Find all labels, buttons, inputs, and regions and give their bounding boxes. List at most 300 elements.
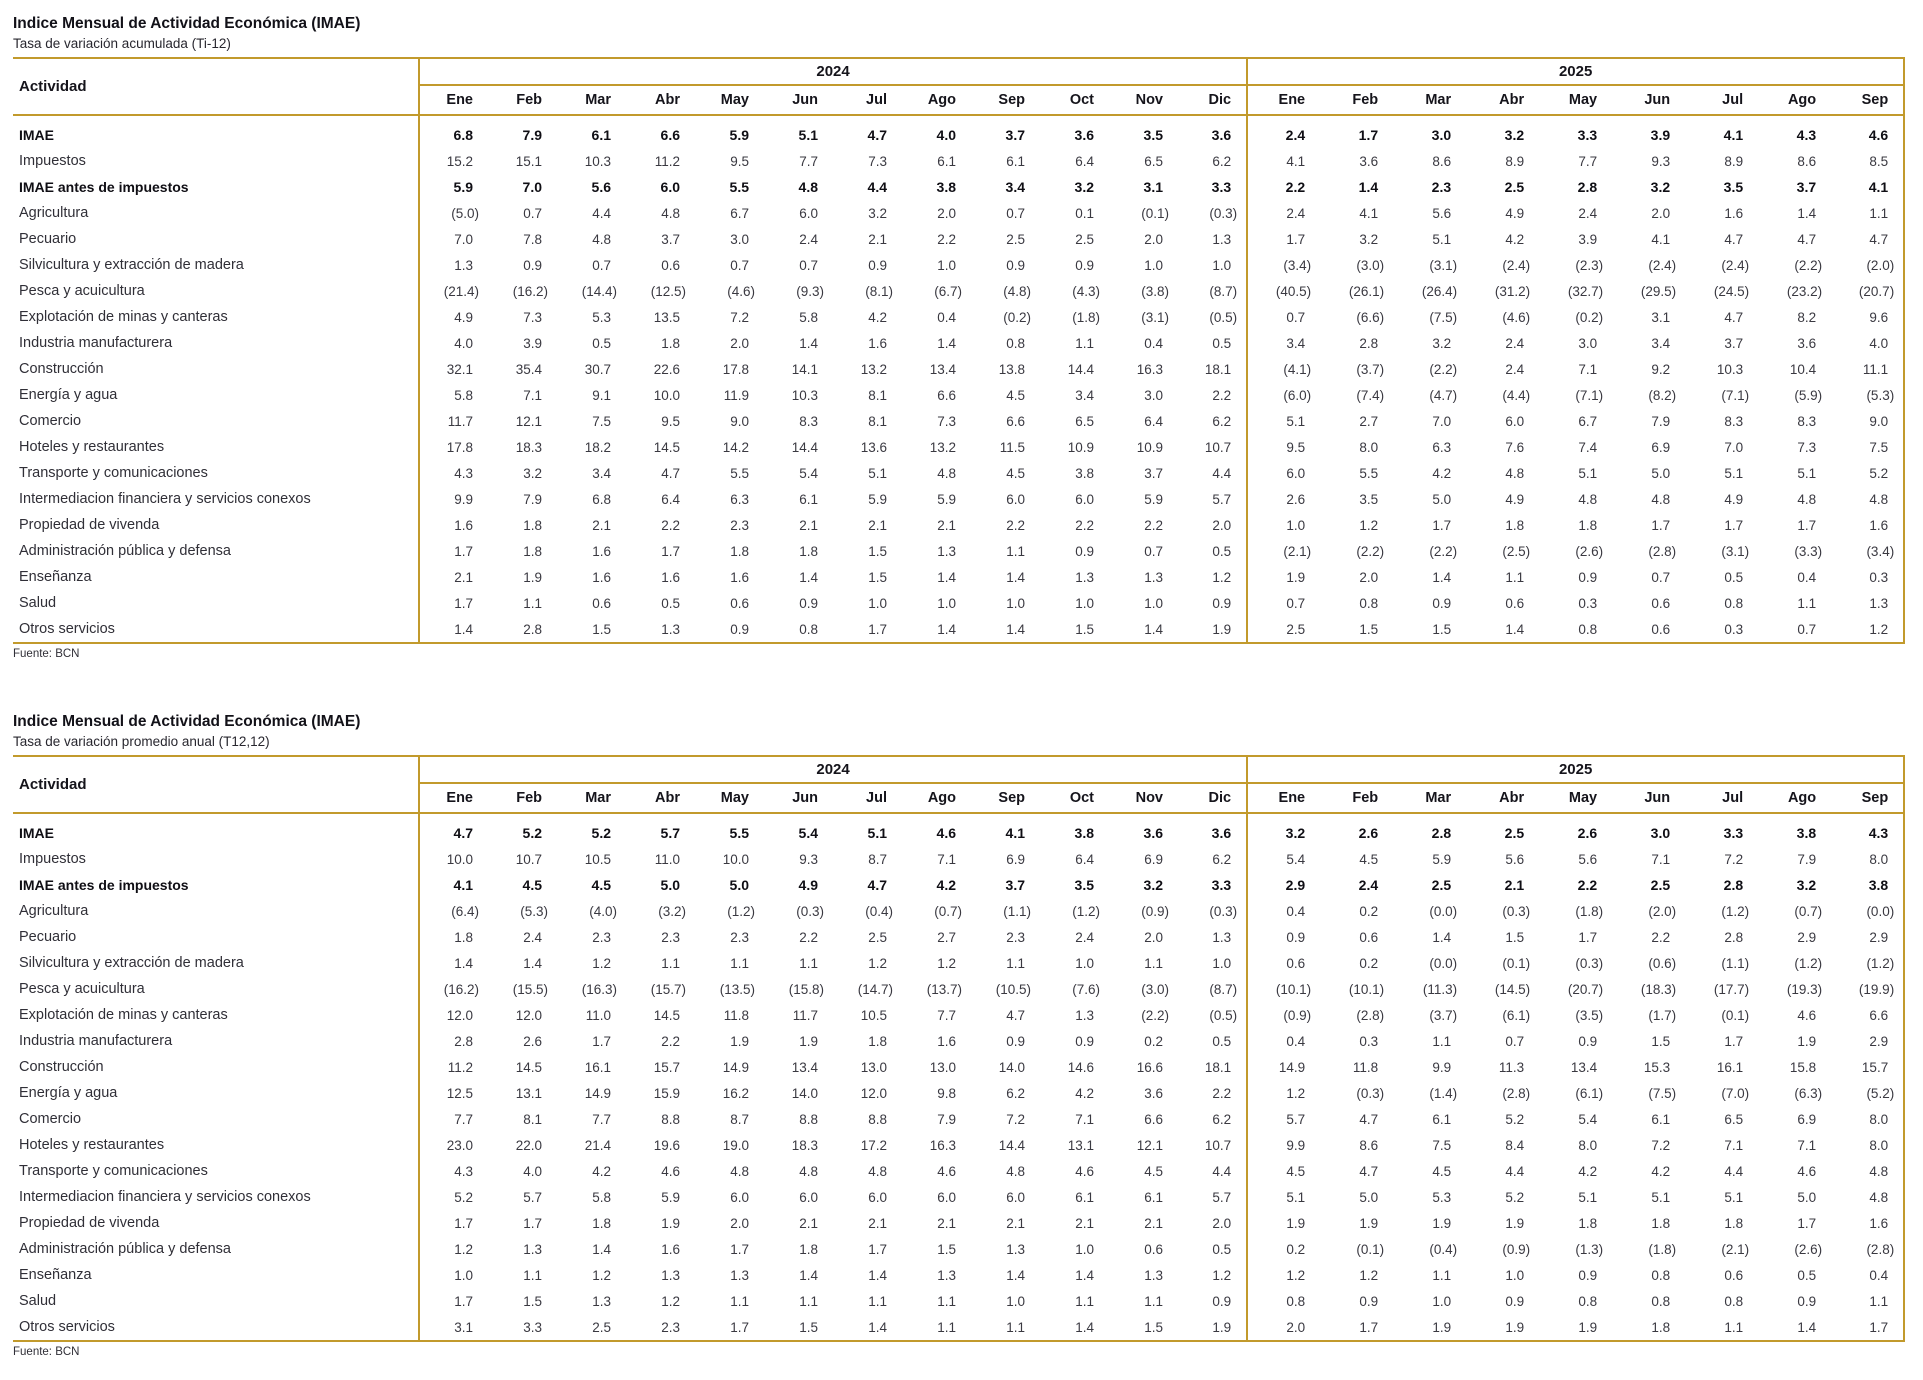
value-cell: (8.2) xyxy=(1648,387,1677,403)
activity-column-header: Actividad xyxy=(13,58,419,115)
row-label: Energía y agua xyxy=(13,1080,419,1106)
value-cell: 4.4 xyxy=(1212,465,1232,481)
value-cell: 4.5 xyxy=(1432,1163,1452,1179)
value-cell: 2.5 xyxy=(1075,231,1094,247)
value-cell: 11.7 xyxy=(447,413,473,429)
value-cell: 4.8 xyxy=(730,1163,749,1179)
value-cell: 7.2 xyxy=(730,309,749,325)
value-cell: (0.2) xyxy=(1003,309,1031,325)
table-row xyxy=(13,813,1904,846)
value-cell: 3.2 xyxy=(1796,877,1817,893)
year-header: 2024 xyxy=(419,58,1247,85)
row-label: Industria manufacturera xyxy=(13,330,419,356)
value-cell: 4.6 xyxy=(1075,1163,1094,1179)
value-cell: 3.9 xyxy=(523,335,542,351)
value-cell: 0.8 xyxy=(1578,621,1598,637)
value-cell: 6.1 xyxy=(591,127,611,143)
value-cell: 7.5 xyxy=(1869,439,1889,455)
value-cell: 1.6 xyxy=(661,569,680,585)
value-cell: 3.3 xyxy=(1211,179,1232,195)
month-header: Jul xyxy=(833,85,902,115)
row-label: Propiedad de vivenda xyxy=(13,1210,419,1236)
value-cell: 1.1 xyxy=(868,1293,887,1309)
value-cell: 6.1 xyxy=(1006,153,1025,169)
value-cell: 18.3 xyxy=(515,439,542,455)
value-cell: 17.8 xyxy=(722,361,749,377)
value-cell: 7.0 xyxy=(1432,413,1452,429)
value-cell: (12.5) xyxy=(650,283,686,299)
value-cell: 1.7 xyxy=(730,1241,749,1257)
value-cell: 12.0 xyxy=(446,1007,473,1023)
value-cell: 7.5 xyxy=(592,413,611,429)
value-cell: 1.9 xyxy=(1432,1319,1452,1335)
value-cell: 1.1 xyxy=(661,955,680,971)
row-label: Silvicultura y extracción de madera xyxy=(13,950,419,976)
value-cell: 7.4 xyxy=(1578,439,1598,455)
table-row xyxy=(13,512,1904,538)
value-cell: 4.7 xyxy=(1359,1163,1379,1179)
value-cell: 5.3 xyxy=(592,309,611,325)
value-cell: (0.6) xyxy=(1648,955,1677,971)
value-cell: 1.3 xyxy=(1075,569,1094,585)
value-cell: 0.8 xyxy=(1651,1293,1671,1309)
value-cell: 4.8 xyxy=(1869,1189,1889,1205)
value-cell: 1.5 xyxy=(868,569,887,585)
value-cell: (26.1) xyxy=(1348,283,1385,299)
value-cell: 7.1 xyxy=(1724,1137,1744,1153)
value-cell: 4.6 xyxy=(661,1163,680,1179)
value-cell: 1.7 xyxy=(868,621,887,637)
value-cell: 5.9 xyxy=(937,491,956,507)
value-cell: 3.7 xyxy=(1796,179,1817,195)
value-cell: 1.6 xyxy=(454,517,473,533)
value-cell: 2.4 xyxy=(1247,200,1320,226)
value-cell: (6.6) xyxy=(1356,309,1385,325)
value-cell: 4.0 xyxy=(454,335,473,351)
month-header: May xyxy=(1539,783,1612,813)
value-cell: 2.0 xyxy=(1144,231,1163,247)
value-cell: 1.9 xyxy=(799,1033,818,1049)
value-cell: 6.1 xyxy=(1144,1189,1163,1205)
value-cell: 1.0 xyxy=(1144,257,1163,273)
value-cell: 7.8 xyxy=(523,231,542,247)
value-cell: 4.7 xyxy=(867,877,887,893)
value-cell: 5.6 xyxy=(1432,205,1452,221)
value-cell: 2.3 xyxy=(661,1319,680,1335)
value-cell: 4.9 xyxy=(1505,205,1525,221)
value-cell: 7.9 xyxy=(523,491,542,507)
value-cell: 3.6 xyxy=(1144,1085,1163,1101)
value-cell: (1.8) xyxy=(1072,309,1100,325)
value-cell: 1.4 xyxy=(868,1267,887,1283)
table-title: Indice Mensual de Actividad Económica (IMAE) xyxy=(13,713,361,730)
value-cell: 1.3 xyxy=(730,1267,749,1283)
value-cell: 5.5 xyxy=(729,179,749,195)
value-cell: 2.0 xyxy=(1212,1215,1232,1231)
value-cell: 0.8 xyxy=(1578,1293,1598,1309)
value-cell: (9.3) xyxy=(796,283,824,299)
value-cell: 4.9 xyxy=(1724,491,1744,507)
value-cell: 3.6 xyxy=(1211,825,1232,841)
value-cell: 5.5 xyxy=(730,465,749,481)
value-cell: (0.1) xyxy=(1356,1241,1385,1257)
value-cell: 1.1 xyxy=(799,1293,818,1309)
table-subtitle: Tasa de variación acumulada (Ti-12) xyxy=(13,36,231,51)
value-cell: 7.2 xyxy=(1651,1137,1671,1153)
value-cell: 1.1 xyxy=(1505,569,1525,585)
value-cell: 2.1 xyxy=(868,1215,887,1231)
value-cell: 2.5 xyxy=(1504,179,1525,195)
value-cell: 9.5 xyxy=(1247,434,1320,460)
value-cell: 1.9 xyxy=(1505,1319,1525,1335)
value-cell: 1.7 xyxy=(1578,929,1598,945)
row-label: Agricultura xyxy=(13,898,419,924)
value-cell: (18.3) xyxy=(1640,981,1677,997)
value-cell: 4.1 xyxy=(1651,231,1671,247)
value-cell: 12.1 xyxy=(1136,1137,1163,1153)
value-cell: 4.8 xyxy=(1797,491,1817,507)
value-cell: 5.5 xyxy=(729,825,749,841)
value-cell: 4.2 xyxy=(1432,465,1452,481)
value-cell: 7.0 xyxy=(454,231,473,247)
value-cell: 1.9 xyxy=(661,1215,680,1231)
value-cell: 6.6 xyxy=(937,387,956,403)
table-row xyxy=(13,1210,1904,1236)
value-cell: 1.6 xyxy=(937,1033,956,1049)
value-cell: 0.5 xyxy=(1724,569,1744,585)
value-cell: 7.3 xyxy=(523,309,542,325)
value-cell: 8.0 xyxy=(1359,439,1379,455)
value-cell: 0.9 xyxy=(868,257,887,273)
value-cell: 10.9 xyxy=(1067,439,1094,455)
month-header: Jul xyxy=(1685,783,1758,813)
value-cell: (1.7) xyxy=(1648,1007,1677,1023)
value-cell: 0.7 xyxy=(1247,590,1320,616)
month-header: Feb xyxy=(488,85,557,115)
value-cell: 1.1 xyxy=(730,1293,749,1309)
value-cell: 4.3 xyxy=(1868,825,1889,841)
value-cell: 1.8 xyxy=(1578,517,1598,533)
value-cell: 12.1 xyxy=(515,413,542,429)
value-cell: 4.2 xyxy=(936,877,956,893)
value-cell: 6.2 xyxy=(1212,153,1232,169)
value-cell: 17.8 xyxy=(446,439,473,455)
value-cell: 1.7 xyxy=(454,1293,473,1309)
value-cell: 13.1 xyxy=(1067,1137,1094,1153)
value-cell: 3.9 xyxy=(1650,127,1671,143)
value-cell: 3.0 xyxy=(1578,335,1598,351)
value-cell: 4.7 xyxy=(453,825,473,841)
value-cell: 8.0 xyxy=(1578,1137,1598,1153)
value-cell: 1.7 xyxy=(454,1215,473,1231)
value-cell: 1.0 xyxy=(1006,595,1025,611)
value-cell: 2.2 xyxy=(661,1033,680,1049)
value-cell: 8.0 xyxy=(1869,851,1889,867)
row-label: Pecuario xyxy=(13,924,419,950)
value-cell: 13.4 xyxy=(929,361,956,377)
value-cell: 15.8 xyxy=(1789,1059,1817,1075)
value-cell: 1.0 xyxy=(1247,512,1320,538)
value-cell: 6.4 xyxy=(661,491,680,507)
value-cell: 1.7 xyxy=(1869,1319,1889,1335)
value-cell: (1.2) xyxy=(1794,955,1823,971)
value-cell: 13.1 xyxy=(515,1085,542,1101)
value-cell: 16.2 xyxy=(722,1085,749,1101)
value-cell: 1.7 xyxy=(1651,517,1671,533)
value-cell: (1.1) xyxy=(1003,903,1031,919)
row-label: Explotación de minas y canteras xyxy=(13,1002,419,1028)
table-row xyxy=(13,1236,1904,1262)
value-cell: (5.0) xyxy=(451,205,479,221)
value-cell: 22.0 xyxy=(515,1137,542,1153)
value-cell: 1.0 xyxy=(1212,257,1232,273)
value-cell: 2.5 xyxy=(1650,877,1671,893)
value-cell: 6.9 xyxy=(1797,1111,1817,1127)
value-cell: 4.8 xyxy=(592,231,611,247)
table-row xyxy=(13,1262,1904,1288)
value-cell: 1.7 xyxy=(661,543,680,559)
value-cell: 0.9 xyxy=(1797,1293,1817,1309)
value-cell: 2.1 xyxy=(592,517,611,533)
value-cell: 4.5 xyxy=(1006,465,1025,481)
value-cell: 4.1 xyxy=(1868,179,1889,195)
value-cell: 0.3 xyxy=(1359,1033,1379,1049)
value-cell: 0.8 xyxy=(1006,335,1025,351)
value-cell: 9.3 xyxy=(799,851,818,867)
value-cell: 6.0 xyxy=(868,1189,887,1205)
value-cell: 3.8 xyxy=(936,179,956,195)
table-row xyxy=(13,898,1904,924)
value-cell: 1.3 xyxy=(1075,1007,1094,1023)
value-cell: 4.7 xyxy=(661,465,680,481)
value-cell: 8.4 xyxy=(1505,1137,1525,1153)
value-cell: 6.6 xyxy=(1006,413,1025,429)
value-cell: 0.1 xyxy=(1075,205,1094,221)
row-label: Transporte y comunicaciones xyxy=(13,460,419,486)
value-cell: 1.0 xyxy=(937,595,956,611)
value-cell: 6.7 xyxy=(730,205,749,221)
imae-t1212-table xyxy=(13,755,1905,1342)
value-cell: 5.3 xyxy=(1432,1189,1452,1205)
month-header: Nov xyxy=(1109,85,1178,115)
table-row xyxy=(13,590,1904,616)
value-cell: 32.1 xyxy=(446,361,473,377)
value-cell: 1.4 xyxy=(1006,621,1025,637)
value-cell: 6.0 xyxy=(1505,413,1525,429)
value-cell: 4.6 xyxy=(1797,1163,1817,1179)
month-header: Mar xyxy=(1393,783,1466,813)
value-cell: (2.4) xyxy=(1502,257,1531,273)
value-cell: 0.7 xyxy=(730,257,749,273)
row-label: IMAE xyxy=(13,813,419,846)
value-cell: 11.8 xyxy=(723,1007,749,1023)
value-cell: (6.7) xyxy=(934,283,962,299)
value-cell: 3.0 xyxy=(730,231,749,247)
value-cell: 5.1 xyxy=(1651,1189,1671,1205)
value-cell: 1.3 xyxy=(1212,929,1232,945)
month-header: May xyxy=(1539,85,1612,115)
value-cell: 2.5 xyxy=(1247,616,1320,643)
value-cell: 4.7 xyxy=(1797,231,1817,247)
value-cell: 0.4 xyxy=(1247,898,1320,924)
value-cell: 1.4 xyxy=(1006,1267,1025,1283)
row-label: Enseñanza xyxy=(13,1262,419,1288)
value-cell: 0.3 xyxy=(1578,595,1598,611)
value-cell: (3.0) xyxy=(1141,981,1169,997)
activity-column-header: Actividad xyxy=(13,756,419,813)
value-cell: 8.6 xyxy=(1359,1137,1379,1153)
value-cell: 5.2 xyxy=(1869,465,1889,481)
value-cell: 2.1 xyxy=(868,231,887,247)
month-header: Dic xyxy=(1178,783,1247,813)
value-cell: (0.7) xyxy=(934,903,962,919)
value-cell: (7.6) xyxy=(1072,981,1100,997)
value-cell: 3.4 xyxy=(1247,330,1320,356)
value-cell: 15.2 xyxy=(446,153,473,169)
value-cell: 5.1 xyxy=(1247,1184,1320,1210)
value-cell: 7.5 xyxy=(1432,1137,1452,1153)
value-cell: 2.1 xyxy=(1504,877,1525,893)
table-row xyxy=(13,1002,1904,1028)
table-row xyxy=(13,174,1904,200)
value-cell: 0.9 xyxy=(1006,257,1025,273)
value-cell: 4.2 xyxy=(868,309,887,325)
value-cell: 4.0 xyxy=(1869,335,1889,351)
value-cell: 0.9 xyxy=(1505,1293,1525,1309)
value-cell: 14.4 xyxy=(791,439,818,455)
value-cell: 3.0 xyxy=(1431,127,1452,143)
value-cell: 1.5 xyxy=(592,621,611,637)
value-cell: (4.7) xyxy=(1429,387,1458,403)
value-cell: 8.9 xyxy=(1505,153,1525,169)
value-cell: 14.9 xyxy=(722,1059,749,1075)
value-cell: 5.8 xyxy=(799,309,818,325)
value-cell: 4.0 xyxy=(936,127,956,143)
value-cell: 0.5 xyxy=(1797,1267,1817,1283)
value-cell: 7.3 xyxy=(937,413,956,429)
value-cell: 1.5 xyxy=(1505,929,1525,945)
value-cell: 0.9 xyxy=(1075,543,1094,559)
value-cell: 1.3 xyxy=(1006,1241,1025,1257)
value-cell: 7.2 xyxy=(1006,1111,1025,1127)
value-cell: 2.2 xyxy=(1144,517,1163,533)
value-cell: 1.4 xyxy=(1505,621,1525,637)
value-cell: 14.9 xyxy=(1247,1054,1320,1080)
value-cell: 1.2 xyxy=(1247,1262,1320,1288)
month-header: Ene xyxy=(419,783,488,813)
value-cell: 5.0 xyxy=(660,877,680,893)
value-cell: 6.1 xyxy=(1075,1189,1094,1205)
value-cell: 0.6 xyxy=(1144,1241,1163,1257)
value-cell: 5.1 xyxy=(1432,231,1452,247)
value-cell: 14.0 xyxy=(791,1085,818,1101)
row-label: Administración pública y defensa xyxy=(13,1236,419,1262)
value-cell: 2.5 xyxy=(1006,231,1025,247)
value-cell: 1.1 xyxy=(1869,205,1889,221)
value-cell: 3.7 xyxy=(1005,127,1025,143)
month-header: Ene xyxy=(1247,783,1320,813)
value-cell: 7.1 xyxy=(1651,851,1671,867)
value-cell: 3.4 xyxy=(1005,179,1025,195)
value-cell: 1.2 xyxy=(1212,1267,1232,1283)
value-cell: (5.3) xyxy=(520,903,548,919)
month-header: Feb xyxy=(1320,85,1393,115)
value-cell: 18.1 xyxy=(1204,1059,1232,1075)
value-cell: 15.1 xyxy=(515,153,542,169)
value-cell: 1.0 xyxy=(1006,1293,1025,1309)
value-cell: (1.2) xyxy=(1721,903,1750,919)
value-cell: 4.7 xyxy=(1006,1007,1025,1023)
value-cell: (15.7) xyxy=(650,981,686,997)
value-cell: 1.4 xyxy=(1432,569,1452,585)
value-cell: 2.4 xyxy=(1505,361,1525,377)
value-cell: (0.3) xyxy=(1575,955,1604,971)
value-cell: (8.7) xyxy=(1209,283,1238,299)
value-cell: 4.4 xyxy=(1212,1163,1232,1179)
value-cell: 9.1 xyxy=(592,387,611,403)
value-cell: 11.8 xyxy=(1352,1059,1379,1075)
table-row xyxy=(13,460,1904,486)
value-cell: 1.0 xyxy=(1075,955,1094,971)
value-cell: (1.1) xyxy=(1721,955,1750,971)
month-header: Sep xyxy=(1831,783,1904,813)
value-cell: 11.0 xyxy=(585,1007,611,1023)
value-cell: 9.0 xyxy=(1869,413,1889,429)
value-cell: 0.8 xyxy=(1724,1293,1744,1309)
value-cell: (4.6) xyxy=(1502,309,1531,325)
value-cell: 10.3 xyxy=(584,153,611,169)
value-cell: 8.1 xyxy=(523,1111,542,1127)
value-cell: 5.2 xyxy=(522,825,542,841)
value-cell: 12.5 xyxy=(446,1085,473,1101)
value-cell: (10.1) xyxy=(1247,976,1320,1002)
value-cell: 1.1 xyxy=(1797,595,1817,611)
value-cell: 2.8 xyxy=(1431,825,1452,841)
value-cell: (2.2) xyxy=(1429,361,1458,377)
value-cell: 0.9 xyxy=(1075,1033,1094,1049)
value-cell: 1.3 xyxy=(937,1267,956,1283)
value-cell: 9.9 xyxy=(454,491,473,507)
value-cell: 0.6 xyxy=(661,257,680,273)
table-row xyxy=(13,1054,1904,1080)
value-cell: 11.9 xyxy=(723,387,749,403)
value-cell: 4.3 xyxy=(454,465,473,481)
value-cell: 6.1 xyxy=(1432,1111,1452,1127)
value-cell: 0.5 xyxy=(1212,543,1232,559)
value-cell: 10.3 xyxy=(1716,361,1744,377)
value-cell: 2.8 xyxy=(523,621,542,637)
year-header: 2025 xyxy=(1247,756,1904,783)
value-cell: 5.7 xyxy=(1212,491,1232,507)
row-label: Agricultura xyxy=(13,200,419,226)
value-cell: 3.2 xyxy=(1504,127,1525,143)
value-cell: 6.2 xyxy=(1006,1085,1025,1101)
value-cell: 6.5 xyxy=(1075,413,1094,429)
value-cell: 8.0 xyxy=(1869,1111,1889,1127)
value-cell: 0.9 xyxy=(1578,1267,1598,1283)
row-label: Explotación de minas y canteras xyxy=(13,304,419,330)
value-cell: 16.1 xyxy=(584,1059,611,1075)
value-cell: 2.4 xyxy=(1075,929,1094,945)
value-cell: 6.0 xyxy=(937,1189,956,1205)
row-label: Energía y agua xyxy=(13,382,419,408)
value-cell: 0.3 xyxy=(1869,569,1889,585)
value-cell: 0.9 xyxy=(1578,569,1598,585)
value-cell: 2.1 xyxy=(868,517,887,533)
value-cell: 13.2 xyxy=(929,439,956,455)
value-cell: (0.3) xyxy=(1356,1085,1385,1101)
value-cell: 1.2 xyxy=(454,1241,473,1257)
